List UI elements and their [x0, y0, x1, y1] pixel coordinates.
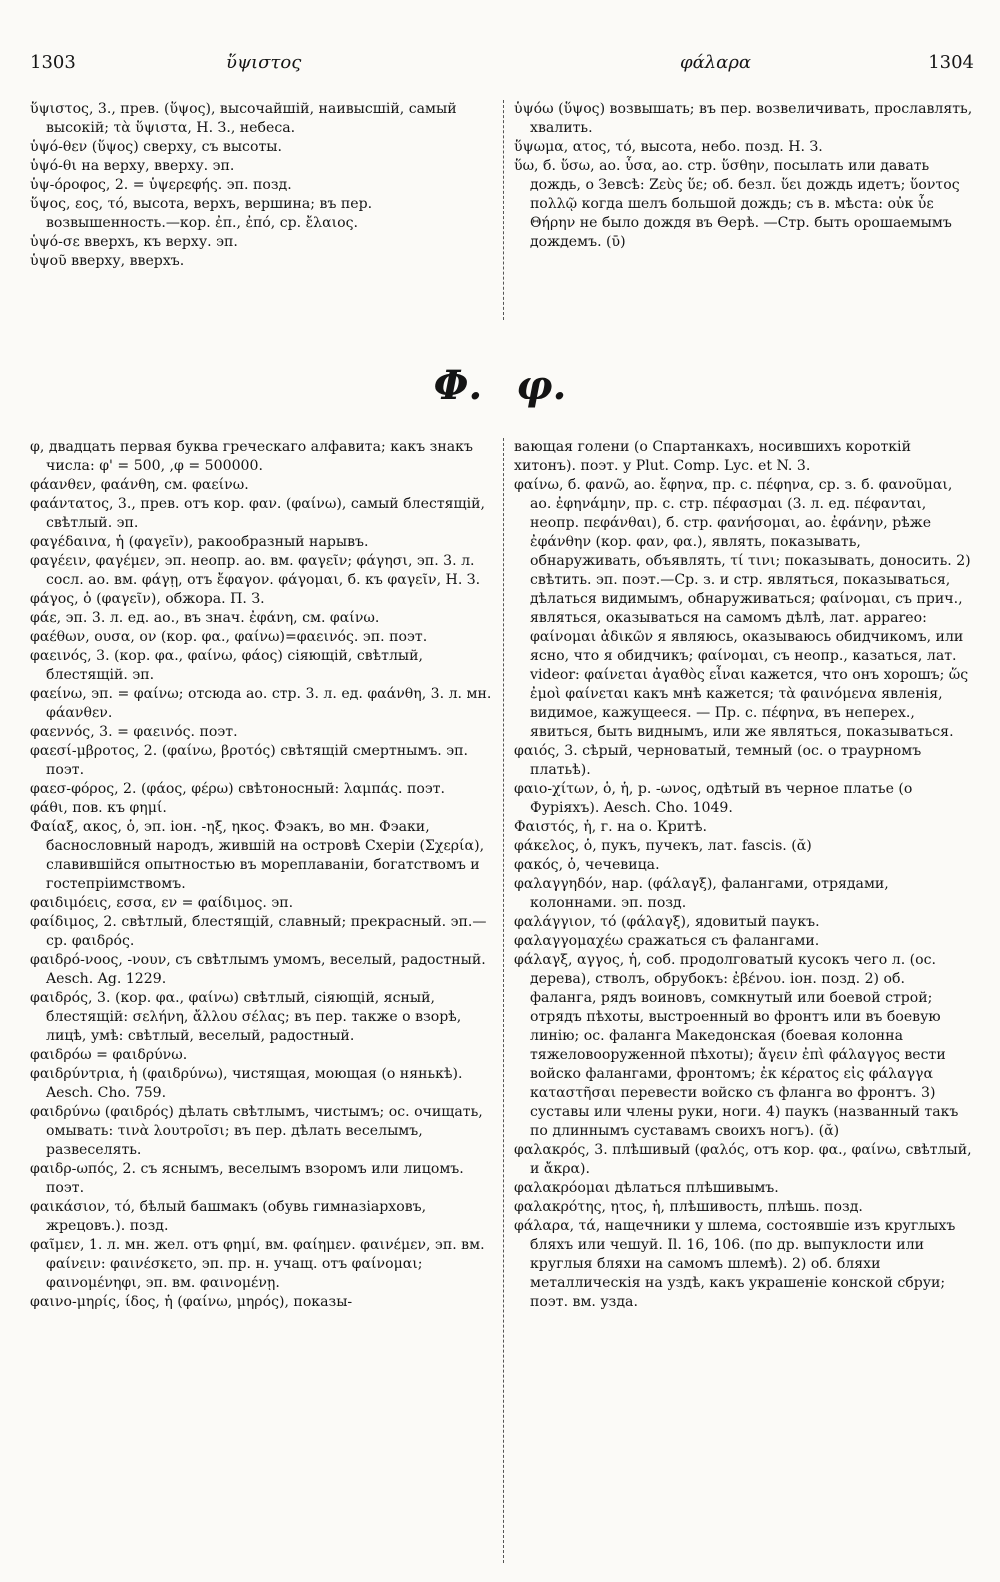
dictionary-entry: φαλακρότης, ητος, ἡ, плѣшивость, плѣшь. позд.: [514, 1199, 863, 1215]
guide-word-right: φάλαρα: [680, 52, 752, 73]
dictionary-entry: φακός, ὁ, чечевица.: [514, 857, 660, 873]
dictionary-entry: ὑψοῦ вверху, вверхъ.: [30, 253, 185, 269]
dictionary-entry: φαεινός, 3. (кор. φα., φαίνω, φάος) сіяющій, свѣтлый, блестящій. эп.: [30, 648, 424, 683]
dictionary-entry: ὑψό-θεν (ὕψος) сверху, съ высоты.: [30, 139, 282, 155]
dictionary-entry: ὕψος, εος, τό, высота, верхъ, вершина; въ пер. возвышенность.—кор. ἐπ., ἐπό, ср. ἔλαιος.: [30, 196, 373, 231]
dictionary-entry: ὕψωμα, ατος, τό, высота, небо. позд. Н. З.: [514, 139, 823, 155]
column-bottom-right: [514, 438, 974, 1312]
dictionary-entry: φαλάγγιον, τό (φάλαγξ), ядовитый паукъ.: [514, 914, 820, 930]
dictionary-entry: φαεσί-μβροτος, 2. (φαίνω, βροτός) свѣтящій смертнымъ. эп. поэт.: [30, 743, 469, 778]
dictionary-entry: ὑψό-σε вверхъ, къ верху. эп.: [30, 234, 238, 250]
dictionary-entry: ὑψ-όροφος, 2. = ὑψερεφής. эп. позд.: [30, 177, 292, 193]
column-bottom-left: [30, 438, 494, 1312]
page-number-left: 1303: [30, 52, 76, 73]
guide-word-left: ὕψιστος: [226, 52, 302, 73]
column-divider: [503, 100, 504, 320]
dictionary-entry: φαῖμεν, 1. л. мн. жел. отъ φημί, вм. φαίημεν. φαινέμεν, эп. вм. φαίνειν: φαινέσκετο, эп. пр. н. учащ. отъ φαίνομαι; φαινομένηφι, эп. вм. φαινομένῃ.: [30, 1237, 485, 1291]
dictionary-entry: φαάντατος, 3., прев. отъ кор. φαν. (φαίνω), самый блестящій, свѣтлый. эп.: [30, 496, 486, 531]
column-divider: [503, 438, 504, 1563]
page-number-right: 1304: [928, 52, 974, 73]
dictionary-entry: ὕψιστος, 3., прев. (ὕψος), высочайшій, наивысшій, самый высокій; τὰ ὕψιστα, Н. З., небеса.: [30, 101, 457, 136]
section-letter-heading: [0, 362, 1000, 409]
column-top-left: [30, 100, 492, 271]
dictionary-entry: φαιδιμόεις, εσσα, εν = φαίδιμος. эп.: [30, 895, 294, 911]
dictionary-entry: φάγος, ὁ (φαγεῖν), обжора. П. З.: [30, 591, 265, 607]
column-top-right: [514, 100, 974, 252]
dictionary-entry: φάκελος, ὁ, пукъ, пучекъ, лат. fascis. (ᾰ): [514, 838, 812, 854]
dictionary-entry: φαιδρός, 3. (кор. φα., φαίνω) свѣтлый, сіяющій, ясный, блестящій: σελήνη, ἄλλου σέλας; въ пер. также о взорѣ, лицѣ, умѣ: свѣтлый, веселый, радостный.: [30, 990, 462, 1044]
dictionary-entry: ὑψόω (ὕψος) возвышать; въ пер. возвеличивать, прославлять, хвалить.: [514, 101, 973, 136]
dictionary-entry: φαγέειν, φαγέμεν, эп. неопр. ао. вм. φαγεῖν; φάγησι, эп. 3. л. сосл. ао. вм. φάγῃ, отъ ἔφαγον. φάγομαι, б. къ φαγεῖν, Н. З.: [30, 553, 481, 588]
dictionary-entry: φαλαγγηδόν, нар. (φάλαγξ), фалангами, отрядами, колоннами. эп. позд.: [514, 876, 889, 911]
dictionary-entry: φαίνω, б. φανῶ, ао. ἔφηνα, пр. с. πέφηνα, ср. з. б. φανοῦμαι, ао. ἐφηνάμην, пр. с. стр. πέφασμαι (3. л. ед. πέφανται, неопр. πεφάνθαι), б. стр. φανήσομαι, ао. ἐφάνην, рѣже ἐφάνθην (кор. φαν, φα.), являть, показывать, обнаруживать, объявлять, τί τινι; показывать, доносить. 2) свѣтить. эп. поэт.—Ср. з. и стр. являться, показываться, дѣлаться видимымъ, обнаруживаться; φαίνομαι, съ прич., являться, оказываться на самомъ дѣлѣ, лат. apparеo: φαίνομαι ἀδικῶν я являюсь, оказываюсь обидчикомъ, или ясно, что я обидчикъ; φαίνομαι, съ неопр., казаться, лат. videor: φαίνεται ἀγαθὸς εἶναι кажется, что онъ хорошъ; ὥς ἐμοὶ φαίνεται какъ мнѣ кажется; τὰ φαινόμενα явленія, видимое, кажущееся. — Пр. с. πέφηνα, въ неперех., явиться, быть виднымъ, или же являться, показываться.: [514, 477, 971, 740]
dictionary-entry: φ, двадцать первая буква греческаго алфавита; какъ знакъ числа: φ' = 500, ,φ = 500000.: [30, 439, 473, 474]
dictionary-entry: φάλαρα, τά, нащечники у шлема, состоявшіе изъ круглыхъ бляхъ или чешуй. Il. 16, 106. (по др. выпуклости или круглыя бляхи на самомъ шлемѣ). 2) об. бляхи металлическія на уздѣ, какъ украшеніе конской сбруи; поэт. вм. узда.: [514, 1218, 956, 1310]
dictionary-entry: φαγέδαινα, ἡ (φαγεῖν), ракообразный нарывъ.: [30, 534, 369, 550]
dictionary-entry: φαιδρύντρια, ἡ (φαιδρύνω), чистящая, моющая (о нянькѣ). Aesch. Cho. 759.: [30, 1066, 463, 1101]
dictionary-entry: Φαιστός, ἡ, г. на о. Критѣ.: [514, 819, 707, 835]
dictionary-entry: φαιο-χίτων, ὁ, ἡ, р. -ωνος, одѣтый въ черное платье (о Фуріяхъ). Aesch. Cho. 1049.: [514, 781, 913, 816]
dictionary-entry: φαλακρός, 3. плѣшивый (φαλός, отъ кор. φα., φαίνω, свѣтлый, и ἄκρα).: [514, 1142, 972, 1177]
dictionary-entry: φάανθεν, φαάνθη, см. φαείνω.: [30, 477, 249, 493]
dictionary-entry: φαιός, 3. сѣрый, черноватый, темный (ос. о траурномъ платьѣ).: [514, 743, 922, 778]
dictionary-entry: φαίδιμος, 2. свѣтлый, блестящій, славный; прекрасный. эп.—ср. φαιδρός.: [30, 914, 487, 949]
dictionary-entry: φαιδρ-ωπός, 2. съ яснымъ, веселымъ взоромъ или лицомъ. поэт.: [30, 1161, 464, 1196]
dictionary-entry: φαλαγγομαχέω сражаться съ фалангами.: [514, 933, 820, 949]
small-phi: φ.: [516, 362, 567, 409]
dictionary-entry: φαιδρύνω (φαιδρός) дѣлать свѣтлымъ, чистымъ; ос. очищать, омывать: τινὰ λουτροῖσι; въ пер. дѣлать веселымъ, развеселять.: [30, 1104, 483, 1158]
dictionary-entry: φαινο-μηρίς, ίδος, ἡ (φαίνω, μηρός), показы-: [30, 1294, 353, 1310]
dictionary-entry: φαιδρόω = φαιδρύνω.: [30, 1047, 188, 1063]
dictionary-entry: φάε, эп. 3. л. ед. ао., въ знач. ἐφάνη, см. φαίνω.: [30, 610, 380, 626]
dictionary-entry: вающая голени (о Спартанкахъ, носившихъ короткій хитонъ). поэт. у Plut. Comp. Lyc. et N. 3.: [514, 439, 911, 474]
dictionary-entry: φαλακρόομαι дѣлаться плѣшивымъ.: [514, 1180, 779, 1196]
running-header: [30, 52, 974, 82]
dictionary-entry: φάθι, пов. къ φημί.: [30, 800, 167, 816]
dictionary-entry: φαέθων, ουσα, ον (кор. φα., φαίνω)=φαεινός. эп. поэт.: [30, 629, 428, 645]
dictionary-entry: φαείνω, эп. = φαίνω; отсюда ао. стр. 3. л. ед. φαάνθη, 3. л. мн. φάανθεν.: [30, 686, 492, 721]
dictionary-entry: φάλαγξ, αγγος, ἡ, соб. продолговатый кусокъ чего л. (ос. дерева), стволъ, обрубокъ: ἐβένου. іон. позд. 2) об. фаланга, рядъ воиновъ, сомкнутый или боевой строй; отрядъ пѣхоты, выстроенный во фронтъ или въ боевую линію; ос. фаланга Македонская (боевая колонна тяжеловооруженной пѣхоты); ἄγειν ἐπὶ φάλαγγος вести войско фалангами, фронтомъ; ἐκ κέρατος εἰς φάλαγγα καταστῆσαι перевести войско съ фланга во фронтъ. 3) суставы или члены руки, ноги. 4) паукъ (названный такъ по длиннымъ суставамъ своихъ ногъ). (ᾰ): [514, 952, 959, 1139]
dictionary-entry: Φαίαξ, ακος, ὁ, эп. іон. -ηξ, ηκος. Фэакъ, во мн. Фэаки, баснословный народъ, жившій на островѣ Схеріи (Σχερία), славившійся опытностью въ мореплаваніи, богатствомъ и гостепріимствомъ.: [30, 819, 485, 892]
dictionary-entry: φαεννός, 3. = φαεινός. поэт.: [30, 724, 238, 740]
dictionary-entry: φαικάσιον, τό, бѣлый башмакъ (обувь гимназіарховъ, жрецовъ.). позд.: [30, 1199, 427, 1234]
dictionary-entry: ὑψό-θι на верху, вверху. эп.: [30, 158, 235, 174]
capital-phi: Φ.: [433, 362, 483, 409]
dictionary-entry: φαιδρό-νοος, -νουν, съ свѣтлымъ умомъ, веселый, радостный. Aesch. Ag. 1229.: [30, 952, 486, 987]
dictionary-entry: φαεσ-φόρος, 2. (φάος, φέρω) свѣтоносный: λαμπάς. поэт.: [30, 781, 446, 797]
dictionary-entry: ὕω, б. ὕσω, ао. ὗσα, ао. стр. ὕσθην, посылать или давать дождь, о Зевсѣ: Ζεὺς ὕε; об. безл. ὕει дождь идетъ; ὕοντος πολλῷ когда шелъ большой дождь; съ в. мѣста: οὐκ ὗε Θήρην не было дождя въ Өерѣ. —Стр. быть орошаемымъ дождемъ. (ῡ): [514, 158, 960, 250]
